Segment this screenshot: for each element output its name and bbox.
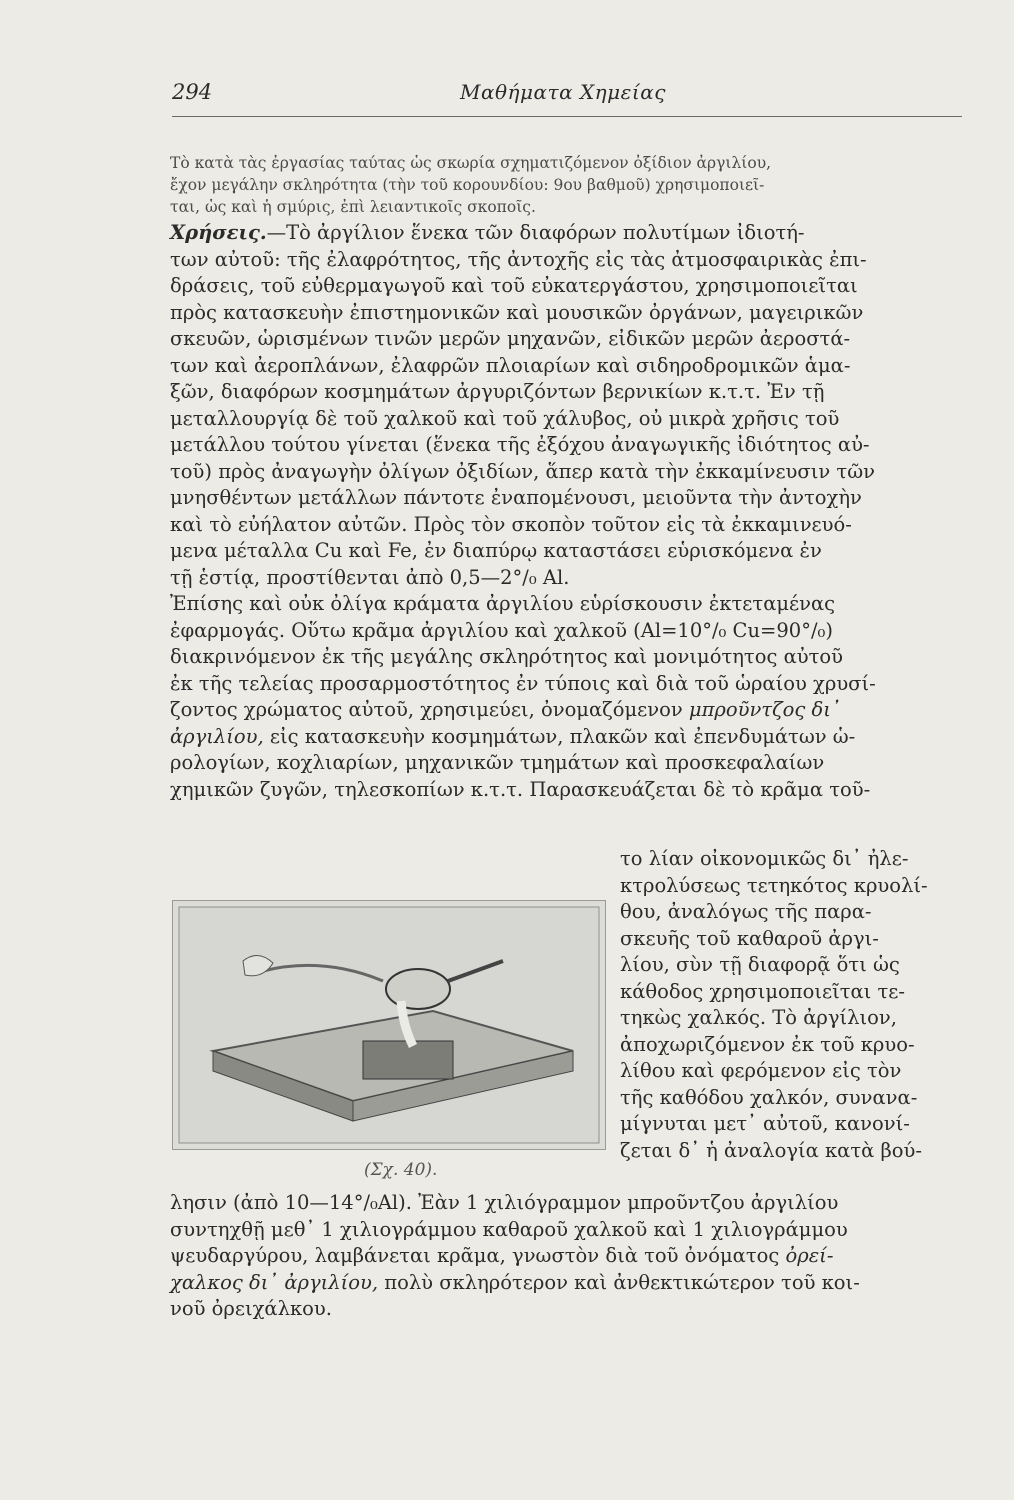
text-line: σκευῶν, ὡρισμένων τινῶν μερῶν μηχανῶν, εἰδικῶν μερῶν ἀεροστά- [170, 327, 851, 350]
text-line: Χρήσεις.—Τὸ ἀργίλιον ἕνεκα τῶν διαφόρων πολυτίμων ἰδιοτή- [170, 221, 805, 244]
text-line: σκευῆς τοῦ καθαροῦ ἀργι- [620, 926, 879, 950]
text-line: μίγνυται μετ᾽ αὐτοῦ, κανονί- [620, 1112, 910, 1135]
text-line: τῆς καθόδου χαλκόν, συνανα- [620, 1085, 918, 1109]
mold-box [363, 1041, 453, 1079]
text-line: λησιν (ἀπὸ 10—14°/₀Al). Ἐὰν 1 χιλιόγραμμον μπροῦντζου ἀργιλίου [170, 1191, 839, 1214]
text-line: τηκὼς χαλκός. Τὸ ἀργίλιον, [620, 1006, 897, 1029]
text-line: μετάλλου τούτου γίνεται (ἕνεκα τῆς ἐξόχου ἀναγωγικῆς ἰδιότητος αὐ- [170, 433, 870, 456]
section-heading: Χρήσεις. [170, 221, 267, 244]
text-line: χαλκος δι᾽ ἀργιλίου, πολὺ σκληρότερον καὶ ἀνθεκτικώτερον τοῦ κοι- [170, 1270, 860, 1294]
text-line: κτρολύσεως τετηκότος κρυολί- [620, 873, 928, 897]
text-line: νοῦ ὀρειχάλκου. [170, 1297, 332, 1320]
text-line: Ἐπίσης καὶ οὐκ ὀλίγα κράματα ἀργιλίου εὑρίσκουσιν ἐκτεταμένας [170, 592, 836, 615]
text-line: των αὐτοῦ: τῆς ἐλαφρότητος, τῆς ἀντοχῆς εἰς τὰς ἀτμοσφαιρικὰς ἐπι- [170, 247, 867, 271]
bottom-text [170, 1190, 962, 1323]
text-line: ξῶν, διαφόρων κοσμημάτων ἀργυριζόντων βερνικίων κ.τ.τ. Ἐν τῇ [170, 380, 825, 403]
small-print-paragraph [170, 152, 962, 218]
text-line: ἀποχωριζόμενον ἐκ τοῦ κρυο- [620, 1032, 915, 1056]
text-line: ψευδαργύρου, λαμβάνεται κρᾶμα, γνωστὸν διὰ τοῦ ὀνόματος ὀρεί- [170, 1244, 834, 1267]
small-line: Τὸ κατὰ τὰς ἐργασίας ταύτας ὡς σκωρία σχηματιζόμενον ὀξίδιον ἀργιλίου, [170, 154, 772, 172]
text-line: ζεται δ᾽ ἡ ἀναλογία κατὰ βού- [620, 1138, 922, 1162]
text-line: τοῦ) πρὸς ἀναγωγὴν ὀλίγων ὀξιδίων, ἅπερ κατὰ τὴν ἐκκαμίνευσιν τῶν [170, 459, 875, 483]
running-title: Μαθήματα Χημείας [460, 80, 666, 104]
text-line: ζοντος χρώματος αὐτοῦ, χρησιμεύει, ὀνομαζόμενον μπροῦντζος δι᾽ [170, 698, 841, 721]
small-line: ἔχον μεγάλην σκληρότητα (τὴν τοῦ κορουνδίου: 9ου βαθμοῦ) χρησιμοποιεῖ- [170, 176, 765, 194]
text-line: ρολογίων, κοχλιαρίων, μηχανικῶν τμημάτων καὶ προσκεφαλαίων [170, 751, 825, 774]
text-line: μνησθέντων μετάλλων πάντοτε ἐναπομένουσι, μειοῦντα τὴν ἀντοχὴν [170, 486, 862, 509]
text-line: δράσεις, τοῦ εὐθερμαγωγοῦ καὶ τοῦ εὐκατεργάστου, χρησιμοποιεῖται [170, 274, 858, 297]
page-header [172, 76, 962, 117]
text-line: τῇ ἑστίᾳ, προστίθενται ἀπὸ 0,5—2°/₀ Al. [170, 565, 570, 589]
text-line: ἐκ τῆς τελείας προσαρμοστότητος ἐν τύποις καὶ διὰ τοῦ ὡραίου χρυσί- [170, 671, 876, 695]
crucible-pouring-apparatus-drawing [173, 901, 605, 1149]
text-line: μενα μέταλλα Cu καὶ Fe, ἐν διαπύρῳ καταστάσει εὑρισκόμενα ἐν [170, 539, 822, 562]
text-line: λίου, σὺν τῇ διαφορᾷ ὅτι ὡς [620, 953, 900, 976]
text-line: θου, ἀναλόγως τῆς παρα- [620, 900, 872, 923]
text-line: λίθου καὶ φερόμενον εἰς τὸν [620, 1059, 902, 1082]
text-line: ἐφαρμογάς. Οὕτω κρᾶμα ἀργιλίου καὶ χαλκοῦ (Al=10°/₀ Cu=90°/₀) [170, 618, 833, 642]
crucible [386, 969, 450, 1009]
small-line: ται, ὡς καὶ ἡ σμύρις, ἐπὶ λειαντικοῖς σκοποῖς. [170, 198, 536, 216]
page-number: 294 [172, 80, 213, 104]
text-line: χημικῶν ζυγῶν, τηλεσκοπίων κ.τ.τ. Παρασκευάζεται δὲ τὸ κρᾶμα τοῦ- [170, 777, 871, 801]
figure-40-illustration [172, 900, 606, 1150]
text-line: κάθοδος χρησιμοποιεῖται τε- [620, 979, 905, 1003]
text-line: συντηχθῇ μεθ᾽ 1 χιλιογράμμου καθαροῦ χαλκοῦ καὶ 1 χιλιογράμμου [170, 1217, 848, 1241]
text-line: ἀργιλίου, εἰς κατασκευὴν κοσμημάτων, πλακῶν καὶ ἐπενδυμάτων ὡ- [170, 724, 856, 748]
wrapped-text-column [620, 846, 964, 1164]
text-line: πρὸς κατασκευὴν ἐπιστημονικῶν καὶ μουσικῶν ὀργάνων, μαγειρικῶν [170, 300, 864, 324]
main-text [170, 220, 962, 803]
text-line: διακρινόμενον ἐκ τῆς μεγάλης σκληρότητος καὶ μονιμότητος αὐτοῦ [170, 645, 843, 668]
text-line: μεταλλουργίᾳ δὲ τοῦ χαλκοῦ καὶ τοῦ χάλυβος, οὐ μικρὰ χρῆσις τοῦ [170, 406, 840, 430]
figure-caption: (Σχ. 40). [364, 1160, 438, 1180]
text-line: καὶ τὸ εὐήλατον αὐτῶν. Πρὸς τὸν σκοπὸν τοῦτον εἰς τὰ ἐκκαμινευό- [170, 512, 852, 536]
text-line: το λίαν οἰκονομικῶς δι᾽ ἠλε- [620, 847, 909, 870]
text-line: των καὶ ἀεροπλάνων, ἐλαφρῶν πλοιαρίων καὶ σιδηροδρομικῶν ἁμα- [170, 353, 851, 377]
